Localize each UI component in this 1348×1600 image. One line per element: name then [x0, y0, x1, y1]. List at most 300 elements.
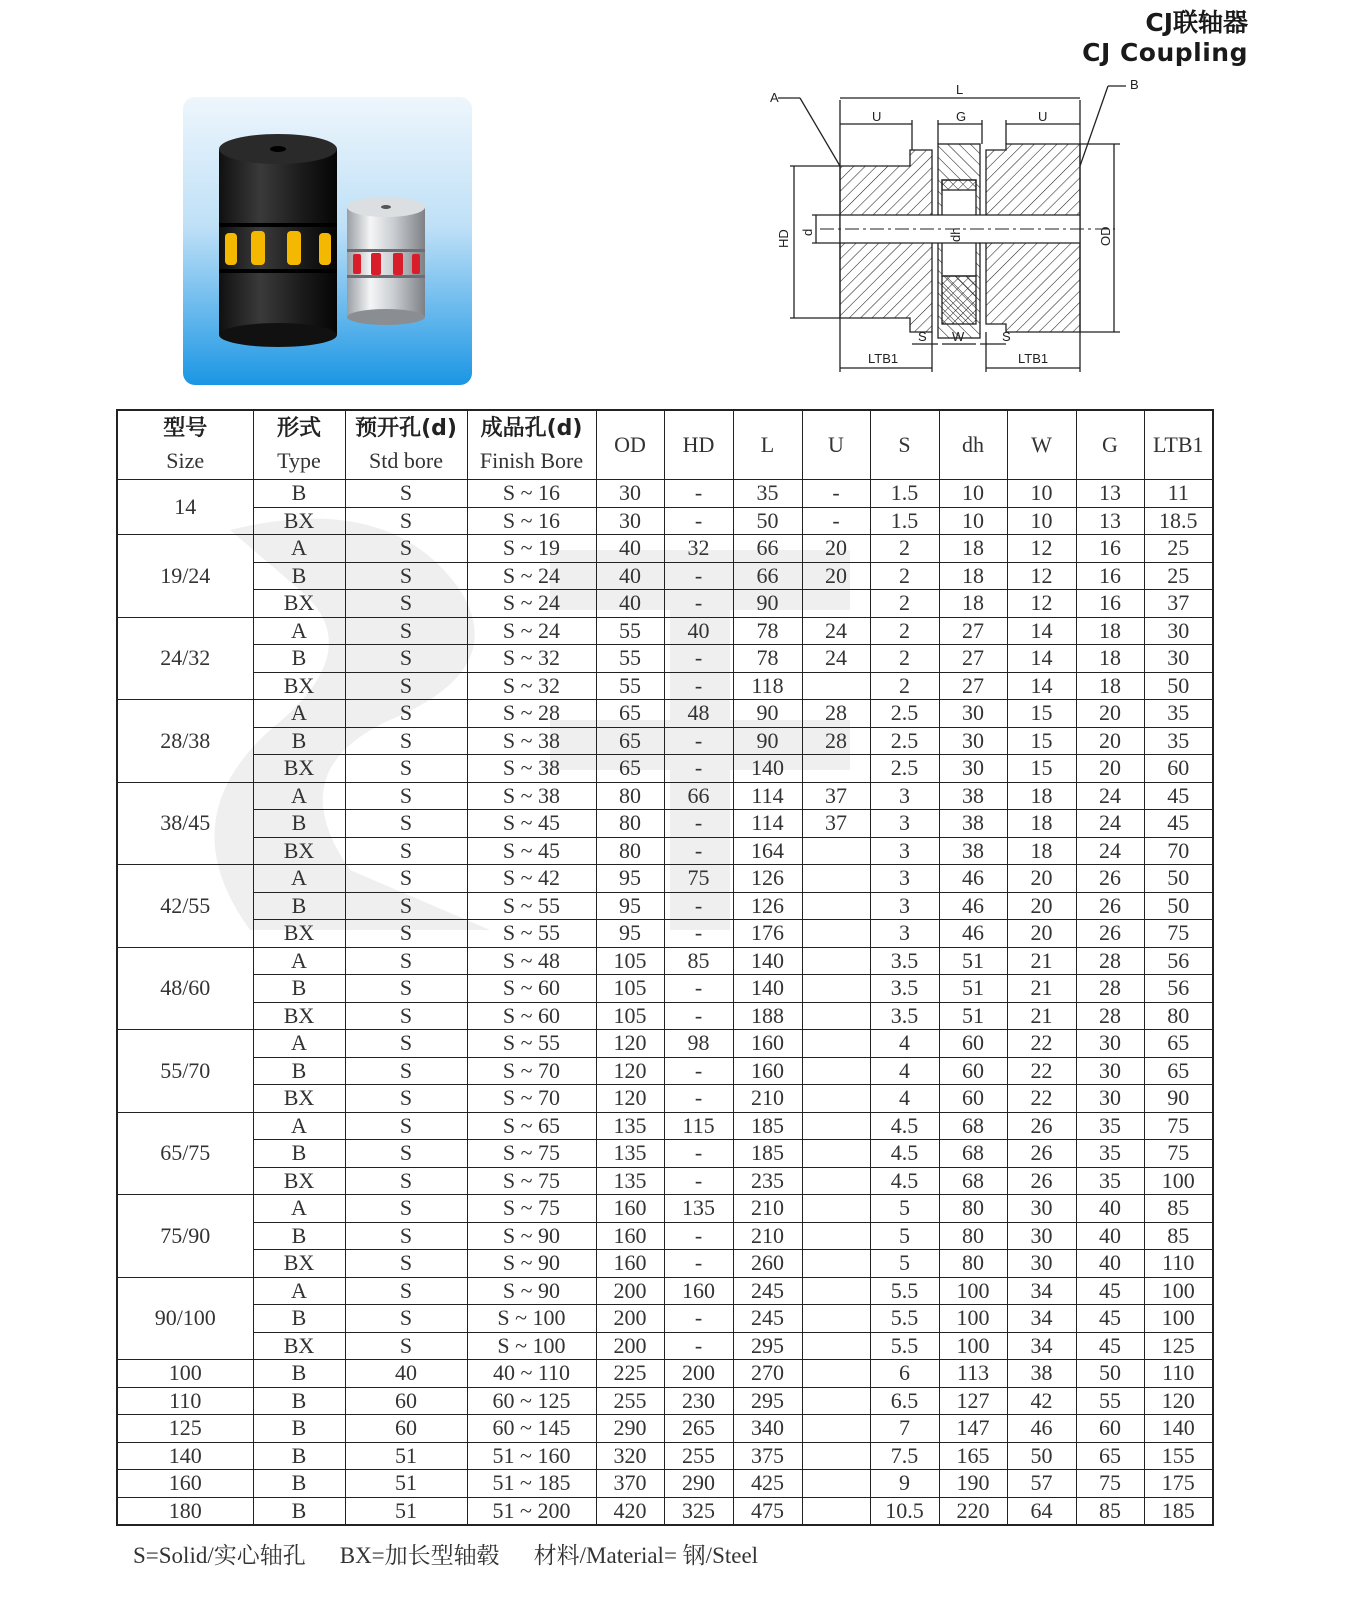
table-cell: 126 [733, 865, 802, 893]
table-cell: 12 [1007, 562, 1076, 590]
table-cell: 51 [345, 1442, 467, 1470]
table-cell: 50 [733, 507, 802, 535]
table-row [117, 1470, 1213, 1498]
table-cell: 160 [733, 1030, 802, 1058]
table-cell: 200 [664, 1360, 733, 1388]
table-cell: 11 [1144, 480, 1213, 508]
header-cell: W [1007, 410, 1076, 480]
table-cell: S ~ 45 [467, 837, 596, 865]
table-cell: 176 [733, 920, 802, 948]
label-S-right: S [1002, 329, 1011, 344]
table-cell: 55 [596, 645, 664, 673]
table-cell: S [345, 507, 467, 535]
table-cell: 95 [596, 892, 664, 920]
table-cell: 18 [1007, 810, 1076, 838]
table-cell: 35 [1144, 700, 1213, 728]
table-cell: 6.5 [870, 1387, 939, 1415]
table-cell [802, 1002, 870, 1030]
table-cell: 80 [939, 1222, 1007, 1250]
table-row [117, 645, 1213, 673]
table-cell: 45 [1144, 782, 1213, 810]
table-cell: 4 [870, 1057, 939, 1085]
table-cell: 14 [1007, 645, 1076, 673]
size-cell: 65/75 [117, 1112, 253, 1195]
table-cell: 9 [870, 1470, 939, 1498]
table-cell [802, 1112, 870, 1140]
table-cell [802, 1360, 870, 1388]
header-cell: OD [596, 410, 664, 480]
table-cell: - [802, 480, 870, 508]
table-cell: 45 [1076, 1305, 1144, 1333]
table-cell: 60 [939, 1085, 1007, 1113]
table-cell: BX [253, 1085, 345, 1113]
table-cell: B [253, 975, 345, 1003]
table-cell: 38 [1007, 1360, 1076, 1388]
table-cell: S ~ 90 [467, 1222, 596, 1250]
table-row [117, 755, 1213, 783]
table-cell: 26 [1007, 1167, 1076, 1195]
table-row [117, 1140, 1213, 1168]
table-cell: - [664, 1140, 733, 1168]
table-cell: 100 [939, 1305, 1007, 1333]
size-cell: 140 [117, 1442, 253, 1470]
table-cell: S ~ 60 [467, 1002, 596, 1030]
table-cell: 105 [596, 975, 664, 1003]
table-cell: S ~ 32 [467, 645, 596, 673]
table-cell: 245 [733, 1305, 802, 1333]
table-cell: 85 [1144, 1222, 1213, 1250]
table-cell: S ~ 75 [467, 1167, 596, 1195]
table-cell: 5 [870, 1195, 939, 1223]
table-cell: - [664, 590, 733, 618]
table-row [117, 562, 1213, 590]
table-cell: 60 [345, 1415, 467, 1443]
table-cell: - [664, 1057, 733, 1085]
header-cell: S [870, 410, 939, 480]
table-cell: BX [253, 1167, 345, 1195]
table-cell: 3.5 [870, 1002, 939, 1030]
table-row [117, 1360, 1213, 1388]
table-cell: 290 [596, 1415, 664, 1443]
table-row [117, 1002, 1213, 1030]
table-cell: - [664, 727, 733, 755]
table-cell: 55 [1076, 1387, 1144, 1415]
table-cell: 32 [664, 535, 733, 563]
table-cell: 80 [596, 837, 664, 865]
table-cell: 160 [733, 1057, 802, 1085]
table-cell: 56 [1144, 947, 1213, 975]
table-cell: 28 [802, 727, 870, 755]
legend-bx: BX=加长型轴毂 [339, 1543, 500, 1568]
table-cell [802, 1442, 870, 1470]
table-cell: 255 [664, 1442, 733, 1470]
table-cell: 1.5 [870, 507, 939, 535]
table-cell: 3 [870, 920, 939, 948]
table-cell: 340 [733, 1415, 802, 1443]
table-cell: 37 [1144, 590, 1213, 618]
table-cell: 78 [733, 645, 802, 673]
page-title [1082, 8, 1248, 68]
table-cell: 22 [1007, 1085, 1076, 1113]
table-row [117, 810, 1213, 838]
table-cell: 30 [1144, 617, 1213, 645]
header-cn: 型号 [163, 416, 208, 441]
table-cell: - [664, 975, 733, 1003]
table-cell: 37 [802, 782, 870, 810]
table-cell: 13 [1076, 480, 1144, 508]
table-cell: A [253, 700, 345, 728]
size-cell: 110 [117, 1387, 253, 1415]
table-cell: 3 [870, 892, 939, 920]
table-cell: 34 [1007, 1332, 1076, 1360]
table-cell: 2 [870, 562, 939, 590]
table-cell: 105 [596, 947, 664, 975]
table-cell: 2.5 [870, 755, 939, 783]
table-cell: 60 [939, 1030, 1007, 1058]
table-cell: S [345, 947, 467, 975]
table-row [117, 975, 1213, 1003]
table-cell: 51 [345, 1470, 467, 1498]
table-cell: B [253, 727, 345, 755]
table-cell: 40 [664, 617, 733, 645]
table-row [117, 1387, 1213, 1415]
table-cell: 25 [1144, 562, 1213, 590]
table-cell: 20 [1076, 755, 1144, 783]
table-cell: 2 [870, 645, 939, 673]
table-cell: 65 [1076, 1442, 1144, 1470]
table-cell: S ~ 38 [467, 755, 596, 783]
table-cell: 40 [596, 562, 664, 590]
table-cell: 245 [733, 1277, 802, 1305]
table-cell: A [253, 782, 345, 810]
table-cell: 2.5 [870, 700, 939, 728]
table-cell: 16 [1076, 535, 1144, 563]
table-cell: 4 [870, 1030, 939, 1058]
table-cell: 160 [596, 1222, 664, 1250]
table-cell: S ~ 65 [467, 1112, 596, 1140]
legend-solid: S=Solid/实心轴孔 [133, 1543, 306, 1568]
table-row [117, 1442, 1213, 1470]
table-cell: 30 [939, 727, 1007, 755]
table-cell: 18.5 [1144, 507, 1213, 535]
table-cell: S [345, 590, 467, 618]
table-cell: 66 [664, 782, 733, 810]
table-row [117, 1112, 1213, 1140]
table-cell: 30 [1076, 1057, 1144, 1085]
table-cell: B [253, 1442, 345, 1470]
table-row [117, 480, 1213, 508]
table-cell: 24 [802, 645, 870, 673]
table-row [117, 535, 1213, 563]
table-cell: 20 [1076, 727, 1144, 755]
table-cell: 160 [596, 1195, 664, 1223]
table-cell: 375 [733, 1442, 802, 1470]
table-cell: 7 [870, 1415, 939, 1443]
table-cell: 30 [939, 700, 1007, 728]
table-cell: 75 [1144, 920, 1213, 948]
table-cell: 140 [733, 755, 802, 783]
table-cell: S [345, 837, 467, 865]
table-cell: A [253, 1277, 345, 1305]
table-cell: 38 [939, 810, 1007, 838]
size-cell: 160 [117, 1470, 253, 1498]
table-cell: 18 [1076, 672, 1144, 700]
header-cell [253, 410, 345, 480]
spec-table [116, 409, 1214, 1526]
table-cell: S ~ 55 [467, 920, 596, 948]
table-cell: 35 [1076, 1112, 1144, 1140]
table-cell: 30 [1007, 1222, 1076, 1250]
table-cell: S [345, 1195, 467, 1223]
technical-drawing [770, 80, 1180, 380]
table-cell: 14 [1007, 617, 1076, 645]
table-cell: S ~ 90 [467, 1250, 596, 1278]
table-cell: 190 [939, 1470, 1007, 1498]
table-cell: 60 [939, 1057, 1007, 1085]
table-cell: - [664, 507, 733, 535]
table-cell: 230 [664, 1387, 733, 1415]
table-cell: 4.5 [870, 1167, 939, 1195]
table-cell: 165 [939, 1442, 1007, 1470]
table-cell: S [345, 810, 467, 838]
table-cell: 40 [1076, 1250, 1144, 1278]
table-cell: S ~ 32 [467, 672, 596, 700]
table-cell: 110 [1144, 1250, 1213, 1278]
header-en: Size [166, 448, 205, 473]
table-cell: 5 [870, 1250, 939, 1278]
table-cell: B [253, 810, 345, 838]
table-cell: 100 [939, 1277, 1007, 1305]
table-cell: 135 [596, 1112, 664, 1140]
table-cell: B [253, 1470, 345, 1498]
table-cell: 70 [1144, 837, 1213, 865]
table-cell: - [664, 480, 733, 508]
table-cell [802, 1195, 870, 1223]
table-cell: S ~ 28 [467, 700, 596, 728]
table-cell: 46 [939, 865, 1007, 893]
table-cell: S [345, 727, 467, 755]
table-cell: 16 [1076, 590, 1144, 618]
table-cell: A [253, 947, 345, 975]
table-cell: 80 [1144, 1002, 1213, 1030]
table-cell: 6 [870, 1360, 939, 1388]
table-cell: S ~ 19 [467, 535, 596, 563]
label-A: A [770, 90, 779, 105]
table-cell: 420 [596, 1497, 664, 1525]
table-cell: 57 [1007, 1470, 1076, 1498]
table-cell: 35 [1076, 1167, 1144, 1195]
table-row [117, 782, 1213, 810]
table-cell: 2 [870, 590, 939, 618]
table-cell: 45 [1144, 810, 1213, 838]
table-cell: 65 [596, 755, 664, 783]
table-cell: S ~ 38 [467, 782, 596, 810]
size-cell: 75/90 [117, 1195, 253, 1278]
table-cell [802, 1140, 870, 1168]
table-cell: 20 [802, 562, 870, 590]
size-cell: 180 [117, 1497, 253, 1525]
table-cell: 185 [733, 1140, 802, 1168]
table-cell: 5.5 [870, 1305, 939, 1333]
table-cell: 325 [664, 1497, 733, 1525]
table-cell: 13 [1076, 507, 1144, 535]
table-cell: 46 [939, 920, 1007, 948]
table-cell: 30 [596, 507, 664, 535]
table-cell: 7.5 [870, 1442, 939, 1470]
title-cn: CJ联轴器 [1145, 8, 1248, 37]
header-cn: 形式 [276, 416, 321, 441]
table-cell: 200 [596, 1305, 664, 1333]
table-cell: 80 [596, 782, 664, 810]
table-cell [802, 1277, 870, 1305]
table-cell: 28 [1076, 975, 1144, 1003]
table-row [117, 920, 1213, 948]
table-cell: 34 [1007, 1277, 1076, 1305]
aluminium-coupling [347, 197, 425, 325]
table-row [117, 865, 1213, 893]
table-cell: S [345, 617, 467, 645]
table-cell: 35 [733, 480, 802, 508]
table-cell: 15 [1007, 700, 1076, 728]
label-U-left: U [872, 109, 882, 124]
table-cell: B [253, 1140, 345, 1168]
table-cell: 113 [939, 1360, 1007, 1388]
table-cell: 16 [1076, 562, 1144, 590]
table-cell: 80 [596, 810, 664, 838]
table-cell: - [802, 507, 870, 535]
table-cell: 46 [939, 892, 1007, 920]
table-cell: 20 [802, 535, 870, 563]
table-cell: 28 [1076, 1002, 1144, 1030]
table-cell: 60 ~ 145 [467, 1415, 596, 1443]
table-cell: 3.5 [870, 975, 939, 1003]
table-cell: 4.5 [870, 1112, 939, 1140]
table-cell: 160 [596, 1250, 664, 1278]
table-cell: 51 [345, 1497, 467, 1525]
table-cell: 40 [596, 535, 664, 563]
table-cell: S [345, 755, 467, 783]
table-cell: 210 [733, 1195, 802, 1223]
table-cell: S [345, 535, 467, 563]
table-cell: 120 [596, 1057, 664, 1085]
table-row [117, 1195, 1213, 1223]
table-cell: 35 [1076, 1140, 1144, 1168]
table-cell: 27 [939, 617, 1007, 645]
table-cell: 30 [1007, 1250, 1076, 1278]
table-cell: 38 [939, 837, 1007, 865]
table-cell: 126 [733, 892, 802, 920]
table-cell: 90 [733, 590, 802, 618]
table-cell: 75 [1144, 1140, 1213, 1168]
table-cell: 140 [733, 947, 802, 975]
table-cell: S [345, 1085, 467, 1113]
table-cell: S ~ 60 [467, 975, 596, 1003]
table-cell: S [345, 892, 467, 920]
table-header [117, 410, 1213, 480]
table-cell: 1.5 [870, 480, 939, 508]
table-cell: 188 [733, 1002, 802, 1030]
table-cell: B [253, 1387, 345, 1415]
table-cell [802, 892, 870, 920]
table-cell: B [253, 892, 345, 920]
table-cell: S ~ 16 [467, 507, 596, 535]
table-cell: 320 [596, 1442, 664, 1470]
table-cell: 140 [733, 975, 802, 1003]
table-cell [802, 755, 870, 783]
table-cell: S ~ 100 [467, 1305, 596, 1333]
table-body [117, 480, 1213, 1526]
table-cell: 290 [664, 1470, 733, 1498]
table-cell: 425 [733, 1470, 802, 1498]
table-cell: 80 [939, 1195, 1007, 1223]
table-cell [802, 947, 870, 975]
table-cell: 4.5 [870, 1140, 939, 1168]
table-cell: 85 [1076, 1497, 1144, 1525]
table-cell: 3 [870, 782, 939, 810]
table-cell: 37 [802, 810, 870, 838]
table-cell: S [345, 1277, 467, 1305]
table-cell: - [664, 1305, 733, 1333]
table-cell: 24 [1076, 782, 1144, 810]
table-cell: S [345, 975, 467, 1003]
table-cell: 22 [1007, 1030, 1076, 1058]
table-row [117, 1250, 1213, 1278]
table-cell: 68 [939, 1167, 1007, 1195]
table-cell: S ~ 45 [467, 810, 596, 838]
table-cell: S ~ 16 [467, 480, 596, 508]
header-cell: dh [939, 410, 1007, 480]
table-cell: 48 [664, 700, 733, 728]
table-cell: 160 [664, 1277, 733, 1305]
table-cell [802, 1387, 870, 1415]
table-cell: 18 [1076, 617, 1144, 645]
table-cell: S [345, 865, 467, 893]
table-cell: 64 [1007, 1497, 1076, 1525]
header-cell: G [1076, 410, 1144, 480]
table-cell: 235 [733, 1167, 802, 1195]
table-cell: 85 [1144, 1195, 1213, 1223]
table-cell [802, 837, 870, 865]
table-row [117, 1167, 1213, 1195]
table-row [117, 1085, 1213, 1113]
header-cell: LTB1 [1144, 410, 1213, 480]
table-cell: 26 [1076, 865, 1144, 893]
table-cell: 135 [664, 1195, 733, 1223]
table-cell: 65 [1144, 1057, 1213, 1085]
table-cell: S ~ 48 [467, 947, 596, 975]
table-cell: - [664, 1002, 733, 1030]
size-cell: 14 [117, 480, 253, 535]
table-row [117, 1030, 1213, 1058]
size-cell: 48/60 [117, 947, 253, 1030]
table-cell: S [345, 782, 467, 810]
table-cell: B [253, 480, 345, 508]
table-cell: 40 [596, 590, 664, 618]
table-cell: 10 [939, 480, 1007, 508]
table-cell: - [664, 837, 733, 865]
label-OD: OD [1098, 226, 1113, 246]
table-cell: S [345, 645, 467, 673]
table-cell [802, 1167, 870, 1195]
table-cell: 100 [1144, 1277, 1213, 1305]
table-cell: 65 [596, 727, 664, 755]
table-cell: 5 [870, 1222, 939, 1250]
table-cell: BX [253, 507, 345, 535]
table-cell: 114 [733, 782, 802, 810]
table-cell: 30 [1076, 1030, 1144, 1058]
table-cell: - [664, 920, 733, 948]
table-cell: 120 [596, 1030, 664, 1058]
